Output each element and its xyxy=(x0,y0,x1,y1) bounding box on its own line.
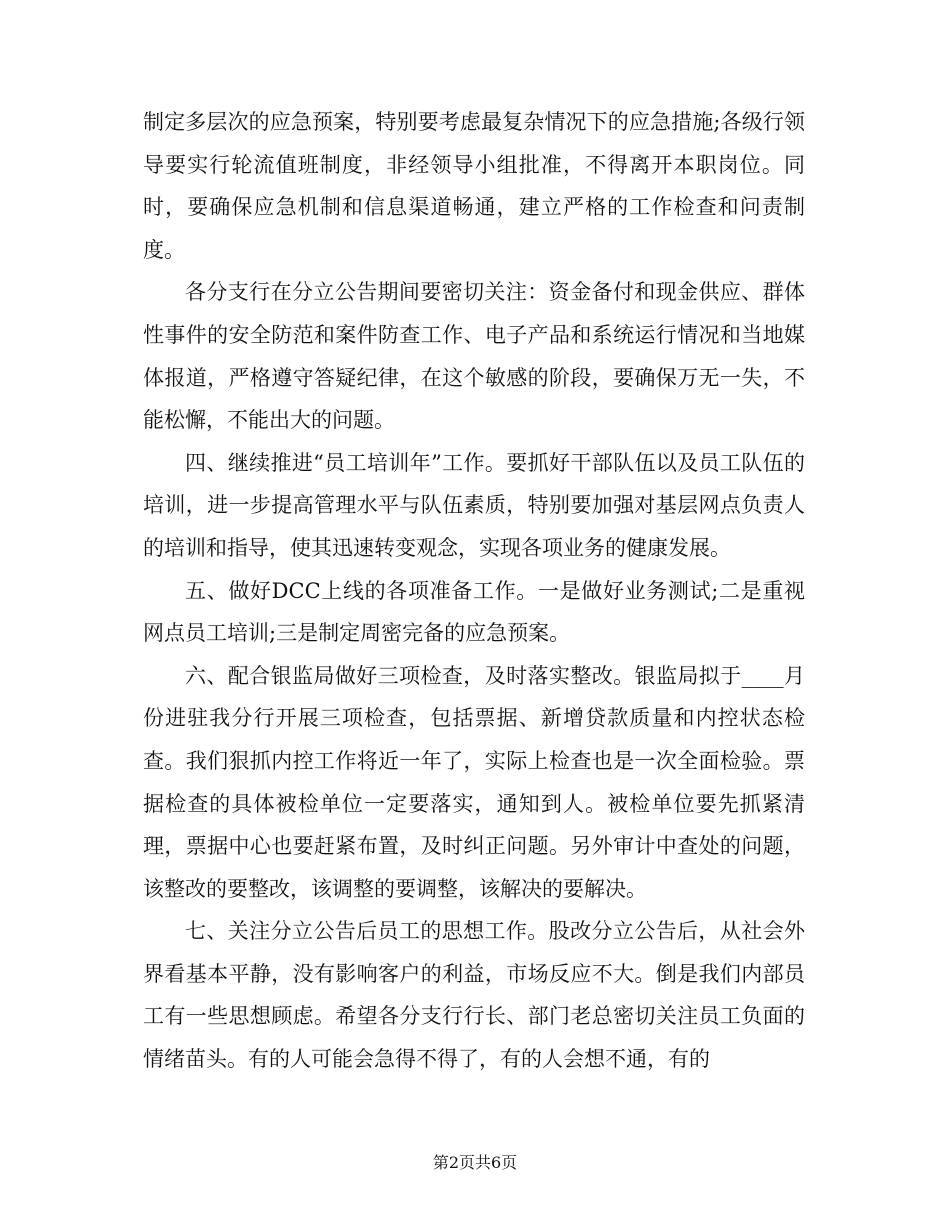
page-footer: 第2页共6页 xyxy=(432,1153,518,1172)
document-body xyxy=(143,101,805,1081)
paragraph-2: 各分支行在分立公告期间要密切关注：资金备付和现金供应、群体性事件的安全防范和案件防查工作、电子产品和系统运行情况和当地媒体报道，严格遵守答疑纪律，在这个敏感的阶段，要确保万无一失，不能松懈，不能出大的问题。 xyxy=(143,280,805,433)
paragraph-5: 六、配合银监局做好三项检查，及时落实整改。银监局拟于____月份进驻我分行开展三项检查，包括票据、新增贷款质量和内控状态检查。我们狠抓内控工作将近一年了，实际上检查也是一次全面检验。票据检查的具体被检单位一定要落实，通知到人。被检单位要先抓紧清理，票据中心也要赶紧布置，及时纠正问题。另外审计中查处的问题，该整改的要整改，该调整的要调整，该解决的要解决。 xyxy=(143,663,805,901)
paragraph-6: 七、关注分立公告后员工的思想工作。股改分立公告后，从社会外界看基本平静，没有影响客户的利益，市场反应不大。倒是我们内部员工有一些思想顾虑。希望各分支行行长、部门老总密切关注员工负面的情绪苗头。有的人可能会急得不得了，有的人会想不通，有的 xyxy=(143,919,805,1072)
paragraph-3: 四、继续推进“员工培训年”工作。要抓好干部队伍以及员工队伍的培训，进一步提高管理水平与队伍素质，特别要加强对基层网点负责人的培训和指导，使其迅速转变观念，实现各项业务的健康发展。 xyxy=(143,450,805,560)
paragraph-1: 制定多层次的应急预案，特别要考虑最复杂情况下的应急措施;各级行领导要实行轮流值班制度，非经领导小组批准，不得离开本职岗位。同时，要确保应急机制和信息渠道畅通，建立严格的工作检查和问责制度。 xyxy=(143,110,805,262)
paragraph-4: 五、做好DCC上线的各项准备工作。一是做好业务测试;二是重视网点员工培训;三是制定周密完备的应急预案。 xyxy=(143,578,805,646)
